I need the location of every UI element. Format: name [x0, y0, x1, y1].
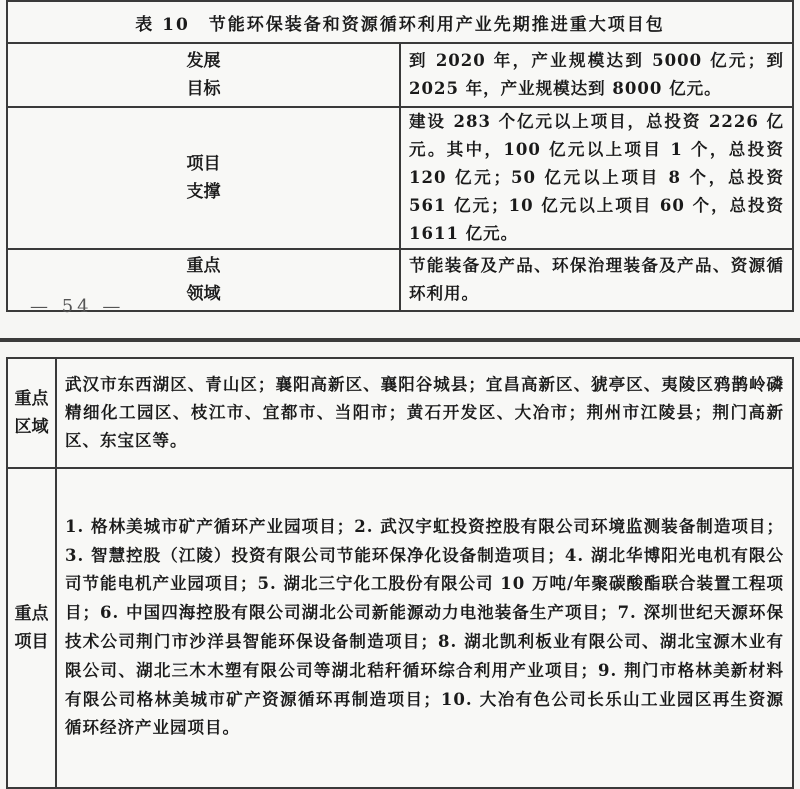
- row-content-region: 武汉市东西湖区、青山区；襄阳高新区、襄阳谷城县；宜昌高新区、猇亭区、夷陵区鸦鹊岭磷精细化工园区、枝江市、宜都市、当阳市；黄石开发区、大冶市；荆州市江陵县；荆门高新区、东宝区等。: [56, 358, 793, 468]
- row-label-text: 重点 领域: [186, 256, 221, 304]
- project-package-table-continued: [6, 357, 794, 789]
- row-content-goal: 到 2020 年，产业规模达到 5000 亿元；到 2025 年，产业规模达到 8000 亿元。: [400, 43, 793, 107]
- row-label-region: [7, 358, 56, 468]
- table-row-region: [7, 358, 793, 468]
- row-label-text: 重点 区域: [14, 389, 49, 437]
- row-label-projects: [7, 468, 56, 788]
- row-label-text: 发展 目标: [186, 51, 221, 99]
- row-label-text: 重点 项目: [14, 604, 49, 652]
- row-label-support: [7, 107, 400, 249]
- row-label-goal: [7, 43, 400, 107]
- table-row-projects: [7, 468, 793, 788]
- row-content-support: 建设 283 个亿元以上项目，总投资 2226 亿元。其中，100 亿元以上项目 1 个，总投资 120 亿元；50 亿元以上项目 8 个，总投资 561 亿元；10 亿元以上项目 60 个，总投资 1611 亿元。: [400, 107, 793, 249]
- page-separator: [0, 338, 800, 342]
- page-number: — 54 —: [30, 296, 125, 317]
- table-row-field: [7, 249, 793, 311]
- table-row-goal: [7, 43, 793, 107]
- table-title: 表 10 节能环保装备和资源循环利用产业先期推进重大项目包: [7, 1, 793, 43]
- row-content-projects: 1. 格林美城市矿产循环产业园项目；2. 武汉宇虹投资控股有限公司环境监测装备制造项目；3. 智慧控股（江陵）投资有限公司节能环保净化设备制造项目；4. 湖北华博阳光电机有限公司节能电机产业园项目；5. 湖北三宁化工股份有限公司 10 万吨/年聚碳酸酯联合装置工程项目；6. 中国四海控股有限公司湖北公司新能源动力电池装备生产项目；7. 深圳世纪天源环保技术公司荆门市沙洋县智能环保设备制造项目；8. 湖北凯利板业有限公司、湖北宝源木业有限公司、湖北三木木塑有限公司等湖北秸秆循环综合利用产业项目；9. 荆门市格林美新材料有限公司格林美城市矿产资源循环再制造项目；10. 大冶有色公司长乐山工业园区再生资源循环经济产业园项目。: [56, 468, 793, 788]
- table-row-support: [7, 107, 793, 249]
- project-package-table: [6, 0, 794, 312]
- row-content-field: 节能装备及产品、环保治理装备及产品、资源循环利用。: [400, 249, 793, 311]
- row-label-text: 项目 支撑: [186, 154, 221, 202]
